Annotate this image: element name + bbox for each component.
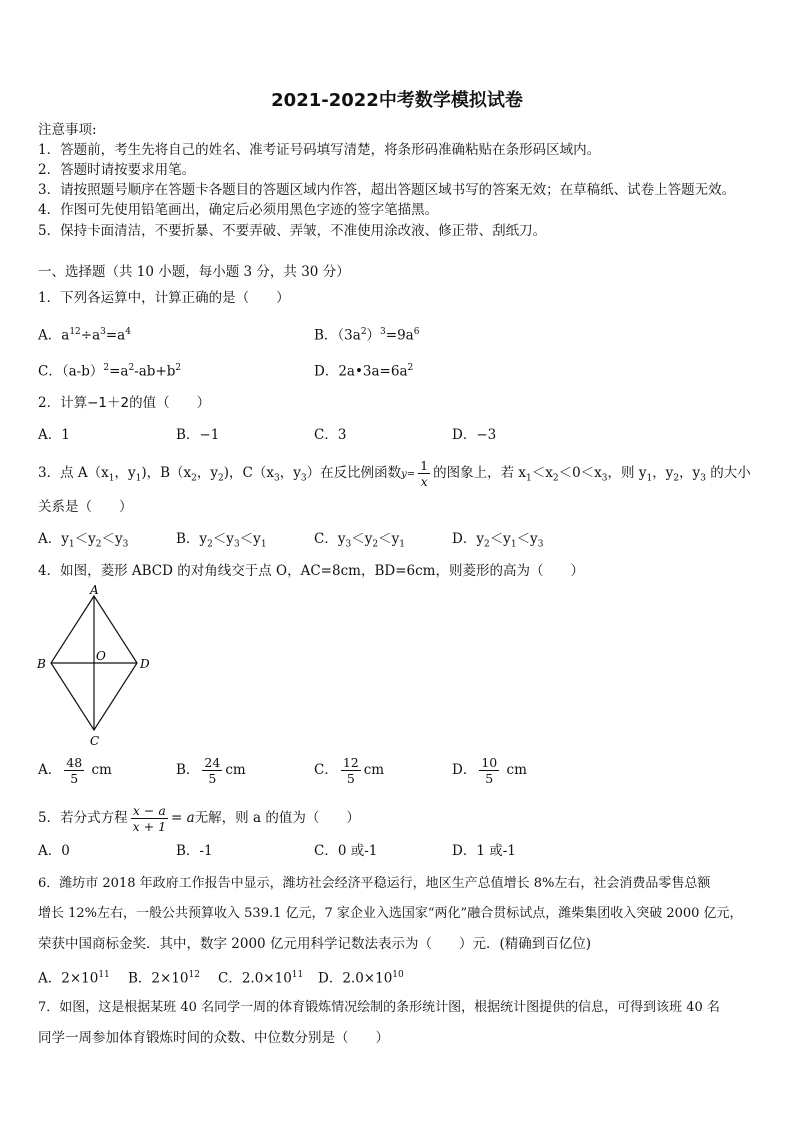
q3-option-a: A．$y_1<y_2<y_3$ (38, 531, 129, 550)
vertex-label-b: B (37, 657, 46, 671)
notice-item: 5．保持卡面清洁，不要折暴、不要弄破、弄皱，不准使用涂改液、修正带、刮纸刀。 (38, 223, 547, 239)
q3-option-b: B．$y_2<y_3<y_1$ (176, 531, 267, 550)
question-7-stem: 7．如图，这是根据某班 40 名同学一周的体育锻炼情况绘制的条形统计图，根据统计图提供的信息，可得到该班 40 名 (38, 1000, 720, 1015)
q5-option-c: C．0 或-1 (314, 843, 378, 859)
notice-item: 2．答题时请按要求用笔。 (38, 162, 196, 178)
q5-option-a: A．0 (38, 843, 70, 859)
vertex-label-a: A (90, 584, 99, 597)
question-7-stem-cont: 同学一周参加体育锻炼时间的众数、中位数分别是（ ） (38, 1030, 389, 1046)
q2-option-c: C．3 (314, 427, 347, 443)
center-label-o: O (96, 649, 106, 663)
question-5-stem: 5．若分式方程 $\frac{x - a}{x + 1}$ = a无解，则 a 的值为（ ） (38, 803, 360, 834)
question-4-stem: 4．如图，菱形 ABCD 的对角线交于点 O，AC=8cm，BD=6cm，则菱形的高为（ ） (38, 563, 584, 579)
q6-option-d: D．$2.0\times 10^{10}$ (318, 970, 404, 987)
q6-option-c: C．$2.0\times 10^{11}$ (218, 970, 304, 987)
question-6-stem-cont: 增长 12%左右，一般公共预算收入 539.1 亿元，7 家企业入选国家“两化”融合贯标试点，潍柴集团收入突破 2000 亿元， (38, 906, 743, 921)
notice-item: 1．答题前，考生先将自己的姓名、准考证号码填写清楚，将条形码准确粘贴在条形码区域内。 (38, 142, 601, 158)
q6-option-a: A．$2\times 10^{11}$ (38, 970, 110, 987)
notice-item: 4．作图可先使用铅笔画出，确定后必须用黑色字迹的签字笔描黑。 (38, 202, 439, 218)
question-3-stem-cont: 关系是（ ） (38, 499, 133, 515)
q1-option-a: A．$a^{12}\div a^3=a^4$ (38, 327, 131, 344)
q2-option-b: B．−1 (176, 427, 220, 443)
notice-heading: 注意事项: (38, 122, 97, 138)
q6-option-b: B．$2\times 10^{12}$ (128, 970, 200, 987)
q4-option-b: B． $\frac{24}{5}$ cm (176, 755, 246, 786)
section-heading: 一、选择题（共 10 小题，每小题 3 分，共 30 分） (38, 264, 350, 280)
q3-option-c: C．$y_3<y_2<y_1$ (314, 531, 405, 550)
rhombus-diagram (34, 584, 164, 750)
q1-option-d: D．$2a•3a=6a^2$ (314, 363, 414, 380)
q4-option-a: A． $\frac{48}{5}$ cm (38, 755, 112, 786)
notice-item: 3．请按照题号顺序在答题卡各题目的答题区域内作答，超出答题区域书写的答案无效；在草稿纸、试卷上答题无效。 (38, 182, 736, 198)
q1-option-b: B．$(3a^2)^3=9a^6$ (314, 327, 420, 344)
question-1-stem: 1．下列各运算中，计算正确的是（ ） (38, 290, 290, 306)
question-3-stem: 3．点 $A(x_1$，$y_1$)，$B(x_2$，$y_2$)，$C(x_3$，$y_3$）在反比例函数y= $\frac{1}{x}$ 的图象上，若 $x_1<x_2<0<x_3$，则 $y_1$，$y_2$，$y_3$ 的大小 (38, 458, 751, 489)
q3-option-d: D．$y_2<y_1<y_3$ (452, 531, 544, 550)
question-2-stem: 2．计算−1＋2的值（ ） (38, 395, 211, 411)
question-6-stem: 6．潍坊市 2018 年政府工作报告中显示，潍坊社会经济平稳运行，地区生产总值增长 8%左右，社会消费品零售总额 (38, 876, 711, 891)
vertex-label-c: C (90, 734, 100, 748)
q2-option-d: D．−3 (452, 427, 497, 443)
question-6-stem-cont: 荣获中国商标金奖．其中，数字 2000 亿元用科学记数法表示为（ ）元．(精确到百亿位) (38, 936, 591, 952)
q1-option-c: C．$(a-b)^2=a^2-ab+b^2$ (38, 363, 182, 380)
q2-option-a: A．1 (38, 427, 70, 443)
vertex-label-d: D (140, 657, 150, 671)
q5-option-d: D．1 或-1 (452, 843, 516, 859)
q4-option-d: D． $\frac{10}{5}$ cm (452, 755, 527, 786)
q4-option-c: C． $\frac{12}{5}$ cm (314, 755, 385, 786)
page-title: 2021-2022中考数学模拟试卷 (271, 90, 523, 111)
q5-option-b: B．-1 (176, 843, 213, 859)
